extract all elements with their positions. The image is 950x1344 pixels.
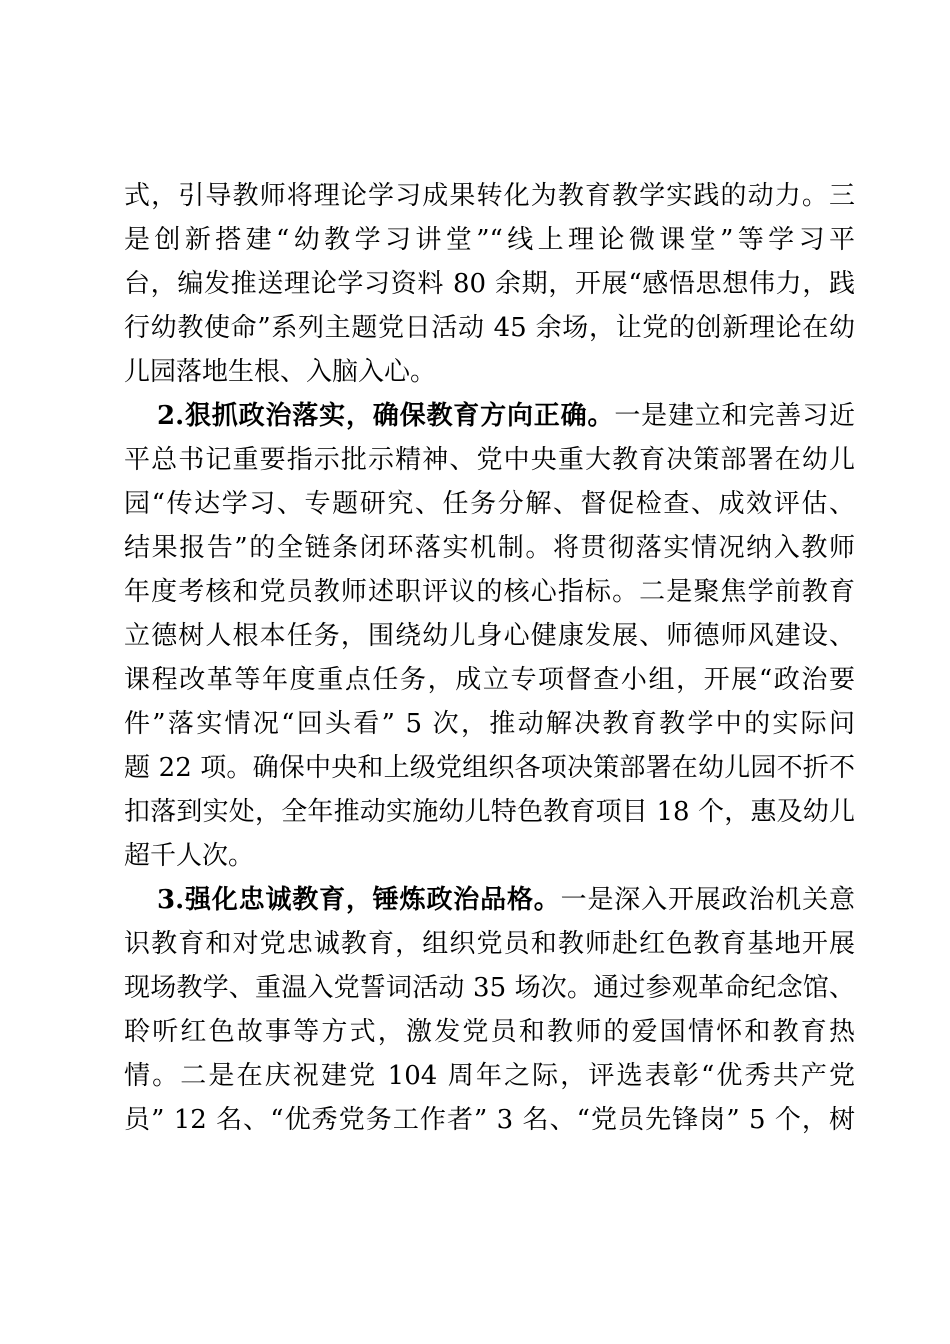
text-line: 年度考核和党员教师述职评议的核心指标。二是聚焦学前教育	[124, 577, 855, 607]
text-line: 儿园落地生根、入脑入心。	[124, 357, 437, 387]
text-line: 件”落实情况“回头看” 5 次，推动解决教育教学中的实际问	[124, 709, 855, 739]
text-line: 超千人次。	[124, 841, 255, 871]
text-line: 现场教学、重温入党誓词活动 35 场次。通过参观革命纪念馆、	[124, 973, 855, 1003]
text-line: 立德树人根本任务，围绕幼儿身心健康发展、师德师风建设、	[124, 621, 855, 651]
text-line: 是创新搭建“幼教学习讲堂”“线上理论微课堂”等学习平	[124, 225, 855, 255]
text-line: 聆听红色故事等方式，激发党员和教师的爱国情怀和教育热	[124, 1017, 855, 1047]
text-line: 员” 12 名、“优秀党务工作者” 3 名、“党员先锋岗” 5 个，树	[124, 1105, 855, 1135]
paragraph-heading: 3.强化忠诚教育，锤炼政治品格。	[157, 885, 561, 915]
text-line: 台，编发推送理论学习资料 80 余期，开展“感悟思想伟力，践	[124, 269, 855, 299]
text-line: 题 22 项。确保中央和上级党组织各项决策部署在幼儿园不折不	[124, 753, 855, 783]
paragraph	[124, 878, 855, 1142]
text-line: 识教育和对党忠诚教育，组织党员和教师赴红色教育基地开展	[124, 929, 855, 959]
paragraph-heading: 2.狠抓政治落实，确保教育方向正确。	[157, 401, 615, 431]
paragraph	[124, 394, 855, 878]
document-text-block	[124, 174, 855, 1142]
text-line: 行幼教使命”系列主题党日活动 45 余场，让党的创新理论在幼	[124, 313, 855, 343]
text-line: 扣落到实处，全年推动实施幼儿特色教育项目 18 个，惠及幼儿	[124, 797, 855, 827]
text-line: 2.狠抓政治落实，确保教育方向正确。一是建立和完善习近	[157, 401, 855, 431]
text-line: 3.强化忠诚教育，锤炼政治品格。一是深入开展政治机关意	[157, 885, 855, 915]
text-line: 平总书记重要指示批示精神、党中央重大教育决策部署在幼儿	[124, 445, 855, 475]
text-line: 情。二是在庆祝建党 104 周年之际，评选表彰“优秀共产党	[124, 1061, 855, 1091]
text-line: 结果报告”的全链条闭环落实机制。将贯彻落实情况纳入教师	[124, 533, 855, 563]
text-line: 式，引导教师将理论学习成果转化为教育教学实践的动力。三	[124, 181, 855, 211]
text-line: 园“传达学习、专题研究、任务分解、督促检查、成效评估、	[124, 489, 855, 519]
paragraph	[124, 174, 855, 394]
text-line: 课程改革等年度重点任务，成立专项督查小组，开展“政治要	[124, 665, 855, 695]
